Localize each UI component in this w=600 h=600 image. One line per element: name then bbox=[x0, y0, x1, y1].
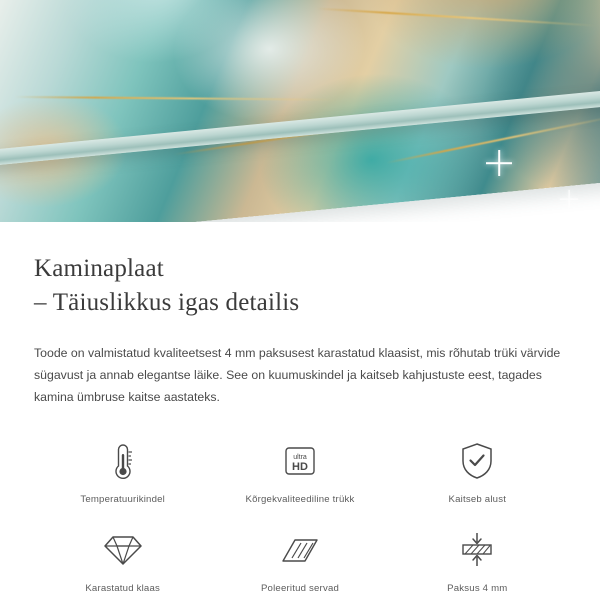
thickness-icon bbox=[450, 527, 504, 573]
feature-label: Kaitseb alust bbox=[448, 494, 507, 505]
feature-label: Karastatud klaas bbox=[85, 583, 160, 594]
feature-item-print-quality bbox=[211, 438, 388, 505]
sparkle-icon bbox=[560, 190, 578, 208]
page-title-line-2: – Täiuslikkus igas detailis bbox=[34, 289, 300, 316]
feature-label: Paksus 4 mm bbox=[447, 583, 508, 594]
feature-list bbox=[34, 438, 566, 594]
feature-item-protects-surface bbox=[389, 438, 566, 505]
svg-text:ultra: ultra bbox=[293, 454, 307, 461]
page-title-line-1: Kaminaplaat bbox=[34, 255, 164, 282]
diamond-icon bbox=[96, 527, 150, 573]
hero-image bbox=[0, 0, 600, 222]
ultra-hd-icon bbox=[273, 438, 327, 484]
shield-check-icon bbox=[450, 438, 504, 484]
feature-item-polished-edges bbox=[211, 527, 388, 594]
content-area bbox=[0, 252, 600, 594]
feature-label: Temperatuurikindel bbox=[80, 494, 165, 505]
feature-label: Kõrgekvaliteediline trükk bbox=[245, 494, 355, 505]
feature-item-tempered-glass bbox=[34, 527, 211, 594]
page-title bbox=[34, 252, 566, 320]
feature-item-thickness bbox=[389, 527, 566, 594]
product-description: Toode on valmistatud kvaliteetsest 4 mm paksusest karastatud klaasist, mis rõhutab trüki värvide sügavust ja annab elegantse läike. See on kuumuskindel ja kaitseb kahjustuste eest, tagades kamina ümbruse kaitse aastateks. bbox=[34, 346, 561, 404]
thermometer-icon bbox=[96, 438, 150, 484]
feature-item-temperature bbox=[34, 438, 211, 505]
polished-edges-icon bbox=[273, 527, 327, 573]
svg-text:HD: HD bbox=[292, 461, 308, 473]
feature-label: Poleeritud servad bbox=[260, 583, 340, 594]
